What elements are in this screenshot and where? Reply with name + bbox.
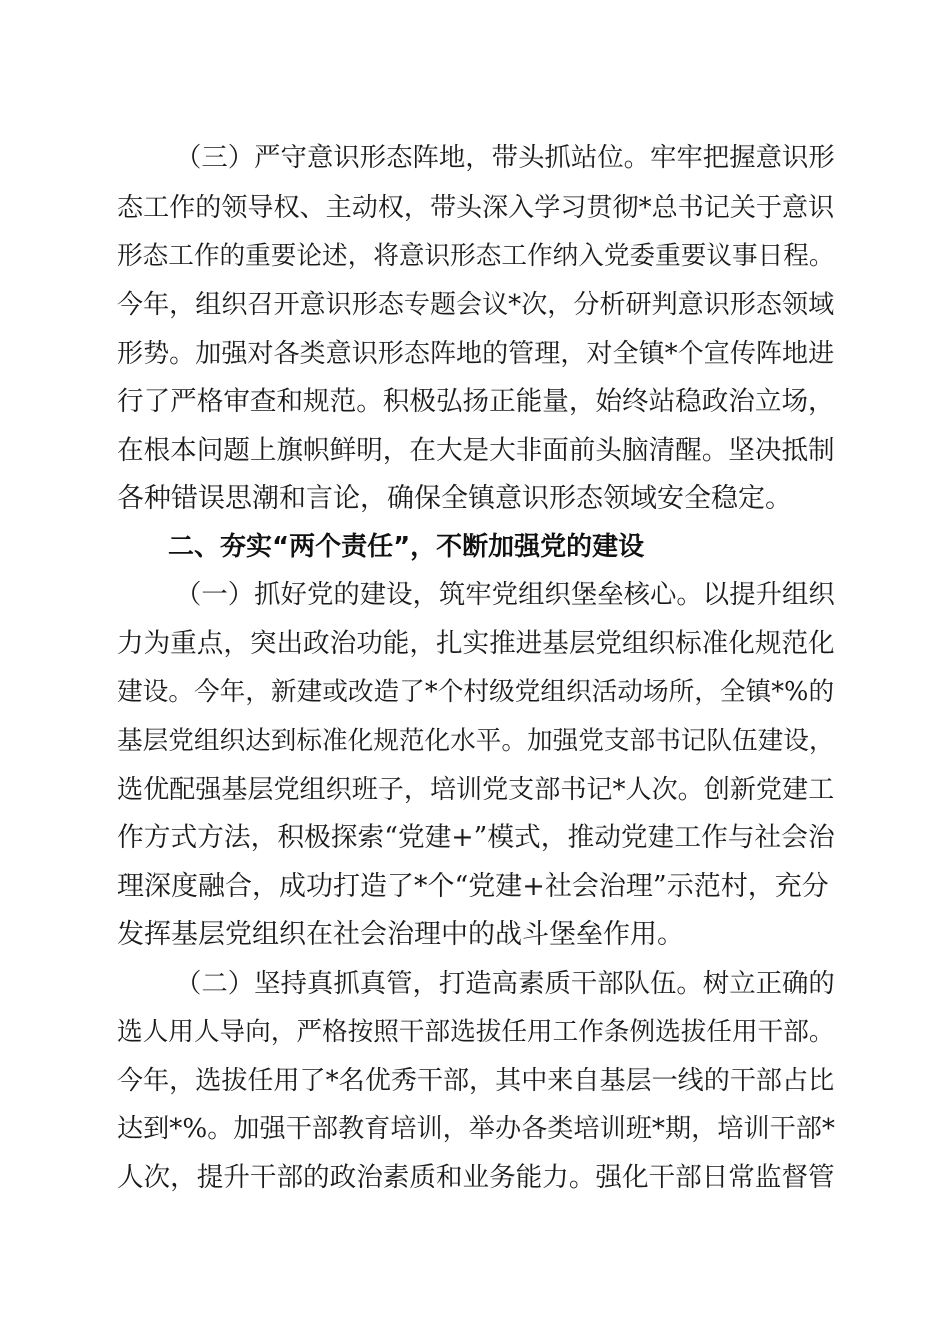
section-heading: 二、夯实“两个责任”，不断加强党的建设	[168, 532, 645, 562]
paragraph-line: 选优配强基层党组织班子，培训党支部书记*人次。创新党建工	[117, 775, 835, 805]
paragraph-line: （一）抓好党的建设，筑牢党组织堡垒核心。以提升组织	[175, 579, 835, 610]
paragraph-line: （二）坚持真抓真管，打造高素质干部队伍。树立正确的	[175, 968, 835, 999]
paragraph-line: 理深度融合，成功打造了*个“党建+社会治理”示范村，充分	[117, 871, 829, 902]
paragraph-line: 行了严格审查和规范。积极弘扬正能量，始终站稳政治立场，	[117, 386, 835, 417]
paragraph-line: 达到*%。加强干部教育培训，举办各类培训班*期，培训干部*	[117, 1114, 835, 1144]
paragraph-line: （三）严守意识形态阵地，带头抓站位。牢牢把握意识形	[175, 142, 835, 173]
paragraph-line: 态工作的领导权、主动权，带头深入学习贯彻*总书记关于意识	[117, 193, 835, 223]
paragraph-line: 基层党组织达到标准化规范化水平。加强党支部书记队伍建设，	[117, 726, 835, 756]
paragraph-line: 各种错误思潮和言论，确保全镇意识形态领域安全稳定。	[117, 483, 792, 514]
paragraph-line: 力为重点，突出政治功能，扎实推进基层党组织标准化规范化	[117, 628, 835, 659]
paragraph-line: 人次，提升干部的政治素质和业务能力。强化干部日常监督管	[117, 1162, 835, 1193]
paragraph-line: 形态工作的重要论述，将意识形态工作纳入党委重要议事日程。	[117, 241, 835, 271]
paragraph-line: 在根本问题上旗帜鲜明，在大是大非面前头脑清醒。坚决抵制	[117, 435, 835, 466]
paragraph-line: 形势。加强对各类意识形态阵地的管理，对全镇*个宣传阵地进	[117, 339, 835, 369]
paragraph-line: 作方式方法，积极探索“党建+”模式，推动党建工作与社会治	[117, 822, 835, 853]
paragraph-line: 选人用人导向，严格按照干部选拔任用工作条例选拔任用干部。	[117, 1017, 835, 1047]
paragraph-line: 建设。今年，新建或改造了*个村级党组织活动场所，全镇*%的	[117, 677, 835, 707]
paragraph-line: 今年，组织召开意识形态专题会议*次，分析研判意识形态领域	[117, 290, 835, 320]
paragraph-line: 发挥基层党组织在社会治理中的战斗堡垒作用。	[117, 919, 684, 950]
paragraph-line: 今年，选拔任用了*名优秀干部，其中来自基层一线的干部占比	[117, 1066, 835, 1096]
